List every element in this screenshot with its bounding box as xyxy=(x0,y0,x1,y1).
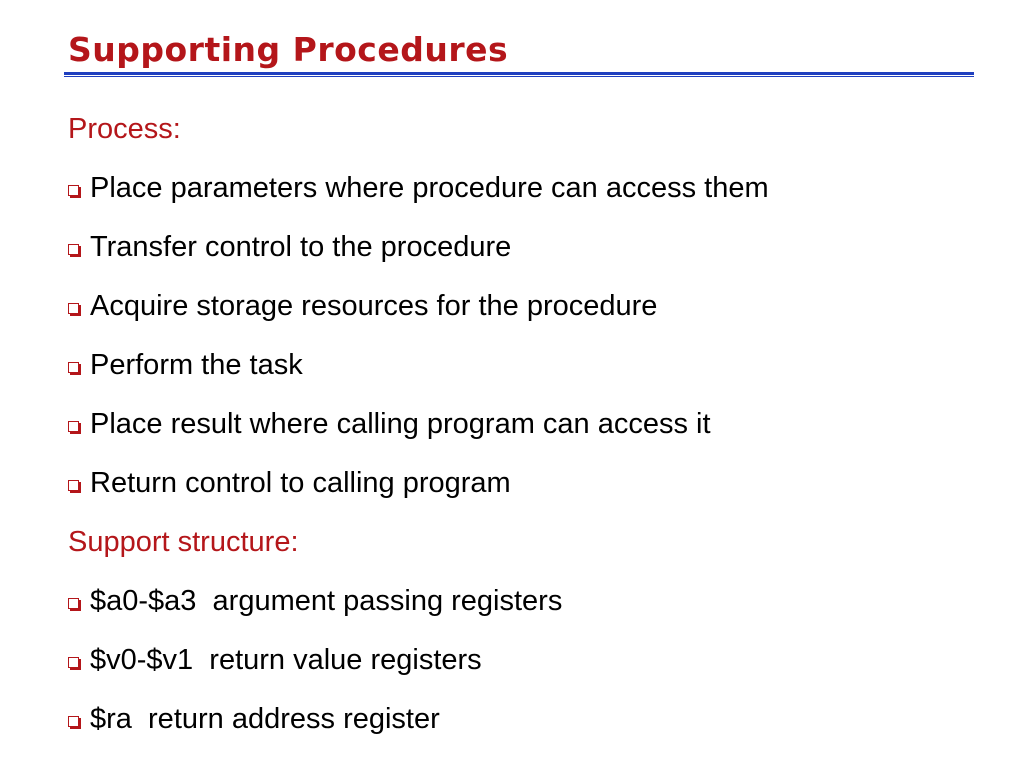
bullet-text: Acquire storage resources for the procedure xyxy=(90,290,658,322)
hollow-square-bullet-icon xyxy=(68,480,79,491)
title-underline xyxy=(64,72,974,77)
bullet-item xyxy=(68,572,984,631)
bullet-item xyxy=(68,690,984,749)
slide-title: Supporting Procedures xyxy=(68,30,509,69)
bullet-item xyxy=(68,277,984,336)
bullet-item xyxy=(68,395,984,454)
hollow-square-bullet-icon xyxy=(68,303,79,314)
bullet-item xyxy=(68,218,984,277)
bullet-text: $a0-$a3 argument passing registers xyxy=(90,585,563,617)
hollow-square-bullet-icon xyxy=(68,657,79,668)
bullet-text: Perform the task xyxy=(90,349,303,381)
hollow-square-bullet-icon xyxy=(68,185,79,196)
bullet-text: Place parameters where procedure can access them xyxy=(90,172,769,204)
hollow-square-bullet-icon xyxy=(68,598,79,609)
bullet-item xyxy=(68,454,984,513)
bullet-text: Transfer control to the procedure xyxy=(90,231,512,263)
hollow-square-bullet-icon xyxy=(68,362,79,373)
bullet-text: $ra return address register xyxy=(90,703,440,735)
section-heading-process: Process: xyxy=(68,113,181,145)
section-heading-support-structure: Support structure: xyxy=(68,526,299,558)
hollow-square-bullet-icon xyxy=(68,421,79,432)
hollow-square-bullet-icon xyxy=(68,244,79,255)
hollow-square-bullet-icon xyxy=(68,716,79,727)
bullet-text: Place result where calling program can access it xyxy=(90,408,711,440)
bullet-text: Return control to calling program xyxy=(90,467,511,499)
bullet-item xyxy=(68,336,984,395)
slide-body xyxy=(68,100,984,749)
bullet-item xyxy=(68,159,984,218)
bullet-text: $v0-$v1 return value registers xyxy=(90,644,482,676)
bullet-item xyxy=(68,631,984,690)
